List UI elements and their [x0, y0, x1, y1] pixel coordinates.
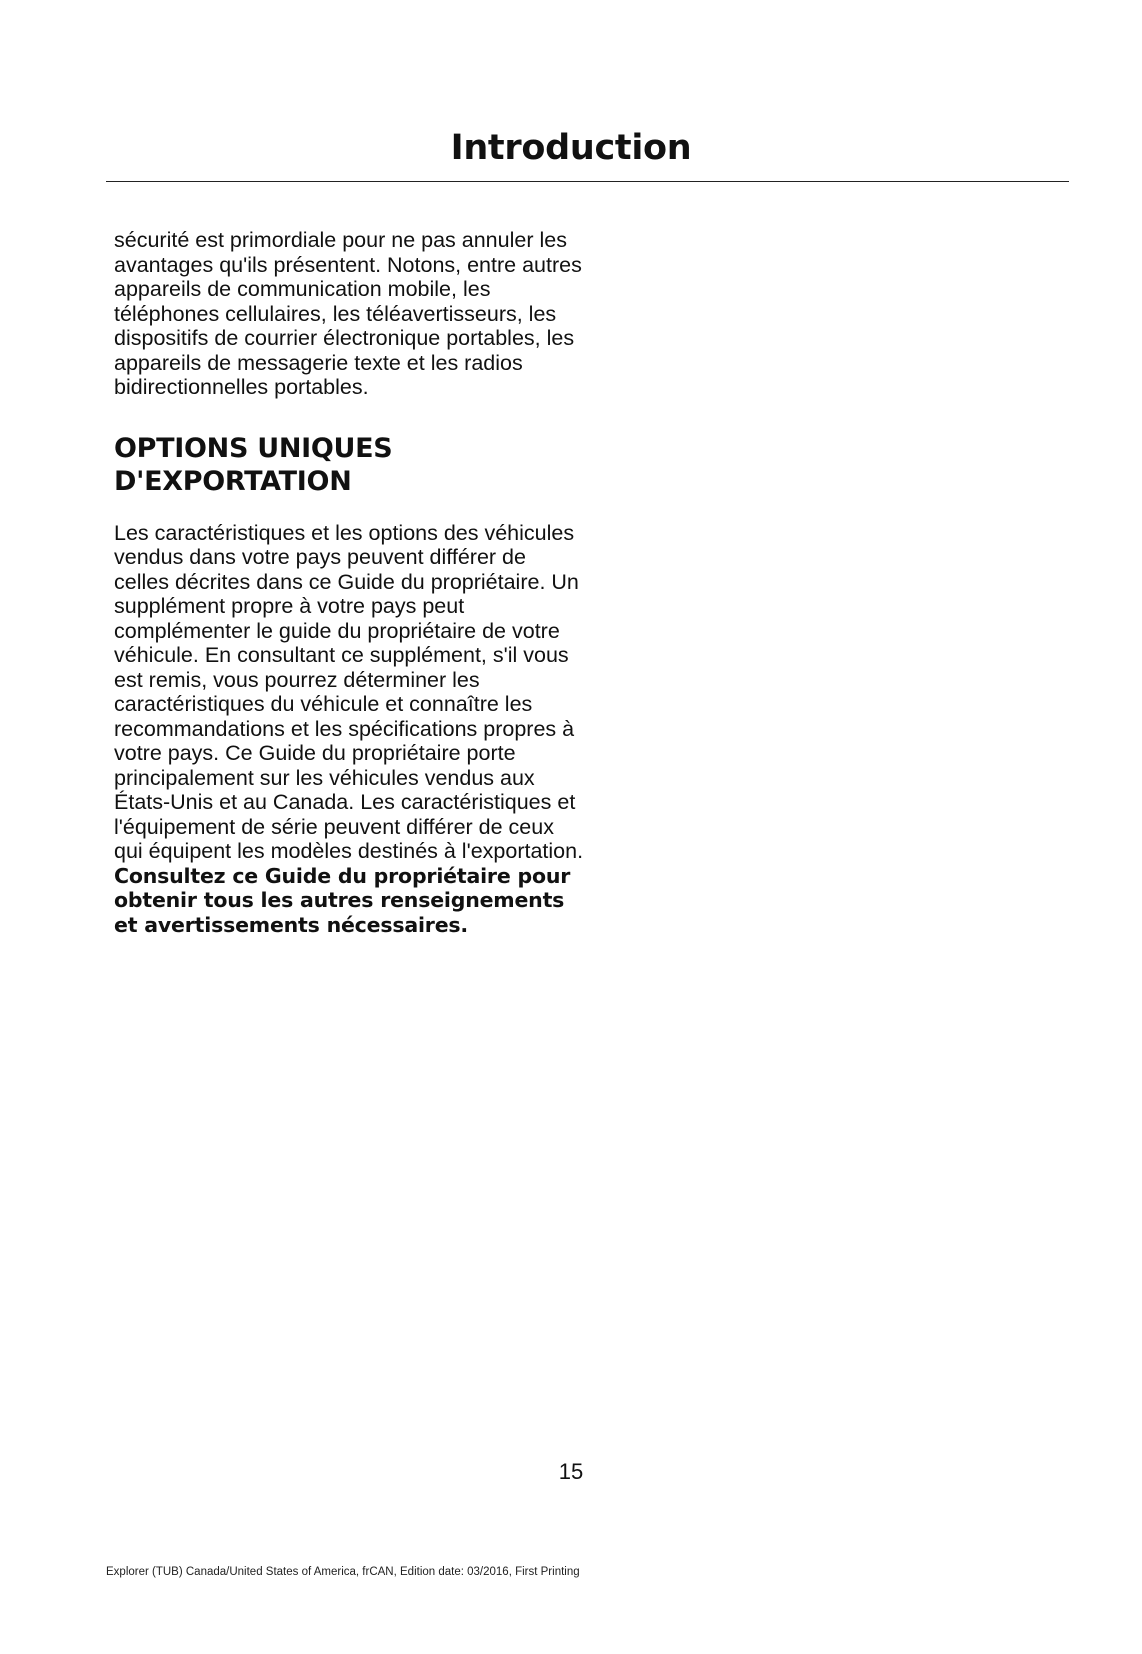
section-heading [114, 432, 584, 498]
main-column [114, 228, 584, 937]
section-heading-line-1: OPTIONS UNIQUES [114, 432, 393, 464]
header-divider [106, 181, 1069, 182]
continued-paragraph: sécurité est primordiale pour ne pas annuler les avantages qu'ils présentent. Notons, entre autres appareils de communication mobile, les téléphones cellulaires, les téléavertisseurs, les dispositifs de courrier électronique portables, les appareils de messagerie texte et les radios bidirectionnelles portables. [114, 228, 582, 399]
section-paragraph-emphasis: Consultez ce Guide du propriétaire pour obtenir tous les autres renseignements et avertissements nécessaires. [114, 863, 571, 937]
page-title: Introduction [450, 128, 692, 168]
footer-edition-info: Explorer (TUB) Canada/United States of America, frCAN, Edition date: 03/2016, First Printing [106, 1566, 580, 1578]
section-heading-line-2: D'EXPORTATION [114, 465, 352, 497]
section-paragraph-text: Les caractéristiques et les options des véhicules vendus dans votre pays peuvent différer de celles décrites dans ce Guide du propriétaire. Un supplément propre à votre pays peut complémenter le guide du propriétaire de votre véhicule. En consultant ce supplément, s'il vous est remis, vous pourrez déterminer les caractéristiques du véhicule et connaître les recommandations et les spécifications propres à votre pays. Ce Guide du propriétaire porte principalement sur les véhicules vendus aux États-Unis et au Canada. Les caractéristiques et l'équipement de série peuvent différer de ceux qui équipent les modèles destinés à l'exportation. [114, 520, 584, 863]
section-paragraph [114, 521, 584, 938]
page-number: 15 [558, 1459, 584, 1484]
